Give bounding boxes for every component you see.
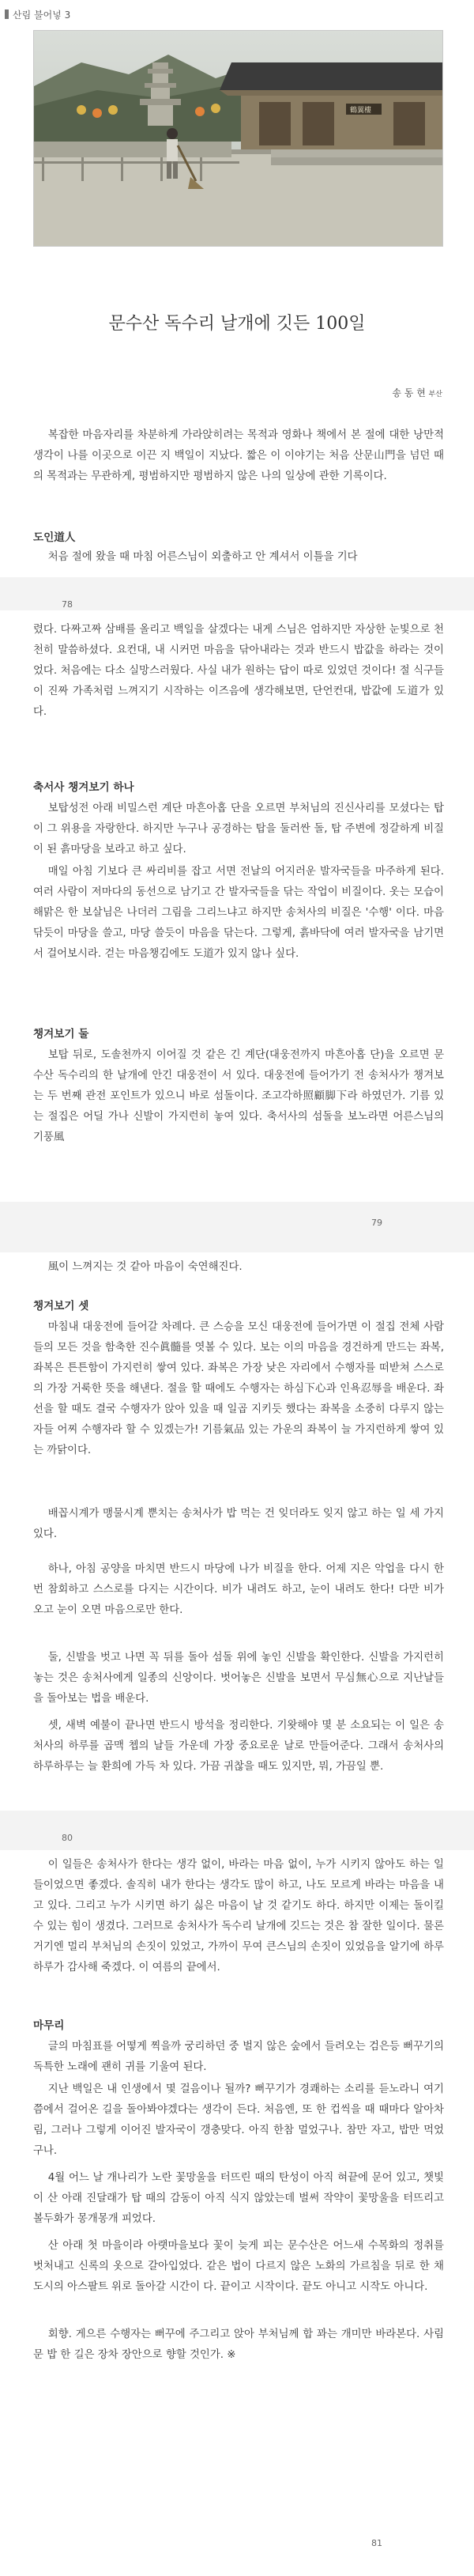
article-title: 문수산 독수리 날개에 깃든 100일 bbox=[108, 314, 366, 334]
conclusion-paragraph-1: 글의 마침표를 어떻게 찍을까 궁리하던 중 벌지 않은 숲에서 들려오는 검은등 뻐꾸기의 독특한 노래에 괜히 귀를 기울여 된다. bbox=[33, 2041, 444, 2073]
check-three-paragraph-5: 셋, 새벽 예불이 끝나면 반드시 방석을 정리한다. 기왓해야 몇 분 소요되는 이 일은 송처사의 하루를 곱맥 쳅의 날들 가운데 가장 중요로운 날로 만들어준다. 그래서 송처사의 하루하루는 늘 환희에 가득 차 있다. 가끔 귀찮을 때도 있지만, 뭐, 가끔일 뿐. bbox=[33, 1720, 444, 1773]
page-number: 79 bbox=[371, 1218, 382, 1228]
check-three-paragraph-1: 마침내 대웅전에 들어갈 차례다. 큰 스승을 모신 대웅전에 들어가면 이 절집 전체 사람들의 모든 것을 함축한 진수眞髓를 엿볼 수 있다. 보는 이의 마음을 경건하게 만드는 좌복, 좌복은 튼튼함이 가지런히 쌓여 있다. 좌복은 가장 낮은 자리에서 수행자를 떠받쳐 스스로의 가장 거룩한 뜻을 해낸다. 절을 할 때에도 수행자는 하심下心과 인욕忍辱을 배운다. 좌선을 할 때도 결국 수행자가 앉아 있을 때 일곱 지키듯 했다는 좌복을 소중히 다루지 않는 자들 어찌 수행자라 할 수 있겠는가! 기름氣品 있는 가운의 좌복이 늘 가지런하게 쌓여 있는 까닭이다. bbox=[33, 1321, 444, 1456]
page-number: 80 bbox=[62, 1833, 73, 1843]
page-number: 81 bbox=[371, 2538, 382, 2548]
conclusion-paragraph-4: 산 아래 첫 마을이라 아랫마을보다 꽃이 늦게 피는 문수산은 어느새 수목화의 정취를 벗처내고 신록의 옷으로 갈아입었다. 같은 법이 다르지 않은 노화의 가르침을 뒤로 한 채 도시의 아스팔트 위로 돌아갈 시간이 다. 끝이고 시작이다. 끝도 아니고 시작도 아니다. bbox=[33, 2240, 444, 2293]
check-two-paragraph-cont: 風이 느껴지는 것 같아 마음이 숙연해진다. bbox=[47, 1261, 243, 1273]
intro-paragraph: 복잡한 마음자리를 차분하게 가라앉히려는 목적과 영화나 책에서 본 절에 대한 낭만적 생각이 나를 이곳으로 이끈 지 백일이 지났다. 짧은 이 이야기는 처음 산문山門을 넘던 때의 목적과는 무관하게, 평범하지만 평범하지 않은 나의 일상에 관한 기록이다. bbox=[33, 429, 444, 482]
temple-illustration bbox=[34, 31, 442, 246]
page4-paragraph-1: 이 일들은 송처사가 한다는 생각 없이, 바라는 마음 없이, 누가 시키지 않아도 하는 일들이었으면 좋겠다. 솔직히 내가 한다는 생각도 많이 하고, 나도 모르게 바라는 마음을 내고 있다. 그리고 누가 시키면 하기 싫은 마음이 날 것 같기도 하다. 하지만 이제는 돌이킬 수 있는 힘이 생겼다. 그러므로 송처사가 독수리 날개에 깃드는 것은 참 잘한 일이다. 물론 거기엔 멀리 부처님의 손짓이 있었고, 가까이 무여 큰스님의 손짓이 있었음을 알기에 하루하루가 감사해 죽겠다. 이 여름의 끝에서. bbox=[33, 1859, 444, 1974]
conclusion-paragraph-5: 회향. 게으른 수행자는 뻐꾸에 주그리고 앉아 부처님께 합 꽈는 개미만 바라본다. 사림문 밥 한 길은 장차 장안으로 향할 것인가. ※ bbox=[33, 2329, 444, 2361]
section-label: 산림 불어넣 3 bbox=[13, 9, 71, 21]
author-role: 부산 bbox=[428, 391, 442, 398]
author-byline bbox=[392, 386, 442, 399]
page-break bbox=[0, 1202, 474, 1252]
check-one-paragraph-2: 매일 아침 기보다 큰 싸리비를 잡고 서면 전날의 어지러운 발자국들을 마주하게 된다. 여러 사람이 저마다의 동선으로 남기고 간 발자국들을 닦는 작업이 비질이다. 옷는 모습이 해맑은 한 보살님은 나더러 그림을 그리느냐고 하지만 송처사의 비질은 '수행' 이다. 마음 닦듯이 마당을 쓸고, 마당 쓸듯이 마음을 닦는다. 그렇게, 흙바닥에 여러 발자국을 남기면서 걸어보시라. 걷는 마음챙김에도 도道가 있지 않나 싶다. bbox=[33, 866, 444, 960]
check-three-paragraph-2: 배꼽시계가 맹물시계 뿐치는 송처사가 밥 먹는 건 잊더라도 잊지 않고 하는 일 세 가지 있다. bbox=[33, 1508, 444, 1540]
check-one-paragraph-1: 보탑성전 아래 비밀스런 계단 마흔아홉 단을 오르면 부처님의 진신사리를 모셨다는 탑이 그 위용을 자랑한다. 하지만 누구나 공경하는 탑을 둘러싼 돌, 탑 주변에 정갈하게 비질이 된 흙마당을 보라고 하고 싶다. bbox=[33, 803, 444, 856]
doin-paragraph-start: 처음 절에 왔을 때 마침 어른스님이 외출하고 안 계셔서 이틀을 기다 bbox=[47, 551, 358, 563]
conclusion-paragraph-2: 지난 백일은 내 인생에서 몇 걸음이나 될까? 뻐꾸기가 경쾌하는 소리를 듣노라니 여기쯤에서 걸어온 길을 돌아봐야겠다는 생각이 든다. 처음엔, 또 한 컵씩을 때 때마다 알아차림, 그러나 그렇게 이어진 발자국이 갱충맞다. 아직 한참 멀었구나. 참만 자고, 밥만 먹었구나. bbox=[33, 2083, 444, 2157]
check-two-paragraph: 보탑 뒤로, 도솔천까지 이어질 것 같은 긴 계단(대웅전까지 마흔아홉 단)을 오르면 문수산 독수리의 한 날개에 안긴 대웅전이 서 있다. 대웅전에 들어가기 전 송처사가 챙겨보는 두 번째 관전 포인트가 있으니 바로 섬돌이다. 조고각하照顧脚下라 하였던가. 기름 있는 절집은 어딜 가나 신발이 가지런히 놓여 있다. 축서사의 섬돌을 보노라면 어른스님의 기풍風 bbox=[33, 1049, 444, 1143]
temple-photo bbox=[33, 30, 443, 247]
heading-doin: 도인道人 bbox=[33, 531, 76, 544]
check-three-paragraph-4: 둘, 신발을 벗고 나면 꼭 뒤를 돌아 섬돌 위에 놓인 신발을 확인한다. 신발을 가지런히 놓는 것은 송처사에게 일종의 신앙이다. 벗어놓은 신발을 보면서 무심無心으로 지난날들을 돌아보는 법을 배운다. bbox=[33, 1652, 444, 1705]
author-name: 송 동 현 bbox=[392, 387, 426, 398]
section-marker bbox=[5, 9, 9, 19]
heading-check-three: 챙겨보기 셋 bbox=[33, 1300, 89, 1313]
page-header bbox=[0, 0, 474, 32]
page-break bbox=[0, 1811, 474, 1850]
temple-sign-text: 鶴翼樓 bbox=[350, 107, 372, 115]
page-number: 78 bbox=[62, 599, 73, 610]
heading-conclusion: 마무리 bbox=[33, 2019, 65, 2032]
check-three-paragraph-3: 하나, 아침 공양을 마치면 반드시 마당에 나가 비질을 한다. 어제 지은 악업을 다시 한 번 참회하고 스스로를 다지는 시간이다. 비가 내려도 하고, 눈이 내려도 한다! 다만 비가 오고 눈이 오면 마음으로만 한다. bbox=[33, 1563, 444, 1616]
doin-paragraph-cont: 렸다. 다짜고짜 삼배를 올리고 백일을 살겠다는 내게 스님은 엄하지만 자상한 눈빛으로 천천히 말씀하셨다. 요컨대, 내 시커먼 마음을 닦아내라는 것과 반드시 밥값을 하라는 것이었다. 처음에는 다소 실망스러웠다. 사실 내가 원하는 답이 따로 있었던 것이다! 절 식구들이 진짜 가족처럼 느껴지기 시작하는 이즈음에 생각해보면, 단언컨대, 밥값에 도道가 있다. bbox=[33, 624, 444, 718]
conclusion-paragraph-3: 4월 어느 날 개나리가 노란 꽃망울을 터뜨린 때의 탄성이 아직 혀끝에 문어 있고, 챗빛이 산 아래 진달래가 탑 때의 감동이 아직 식지 않았는데 벌써 작약이 꽃망울을 터뜨리고 볼두화가 몽개몽개 피었다. bbox=[33, 2172, 444, 2225]
heading-check-one: 축서사 챙겨보기 하나 bbox=[33, 781, 134, 794]
heading-check-two: 챙겨보기 둘 bbox=[33, 1028, 89, 1041]
